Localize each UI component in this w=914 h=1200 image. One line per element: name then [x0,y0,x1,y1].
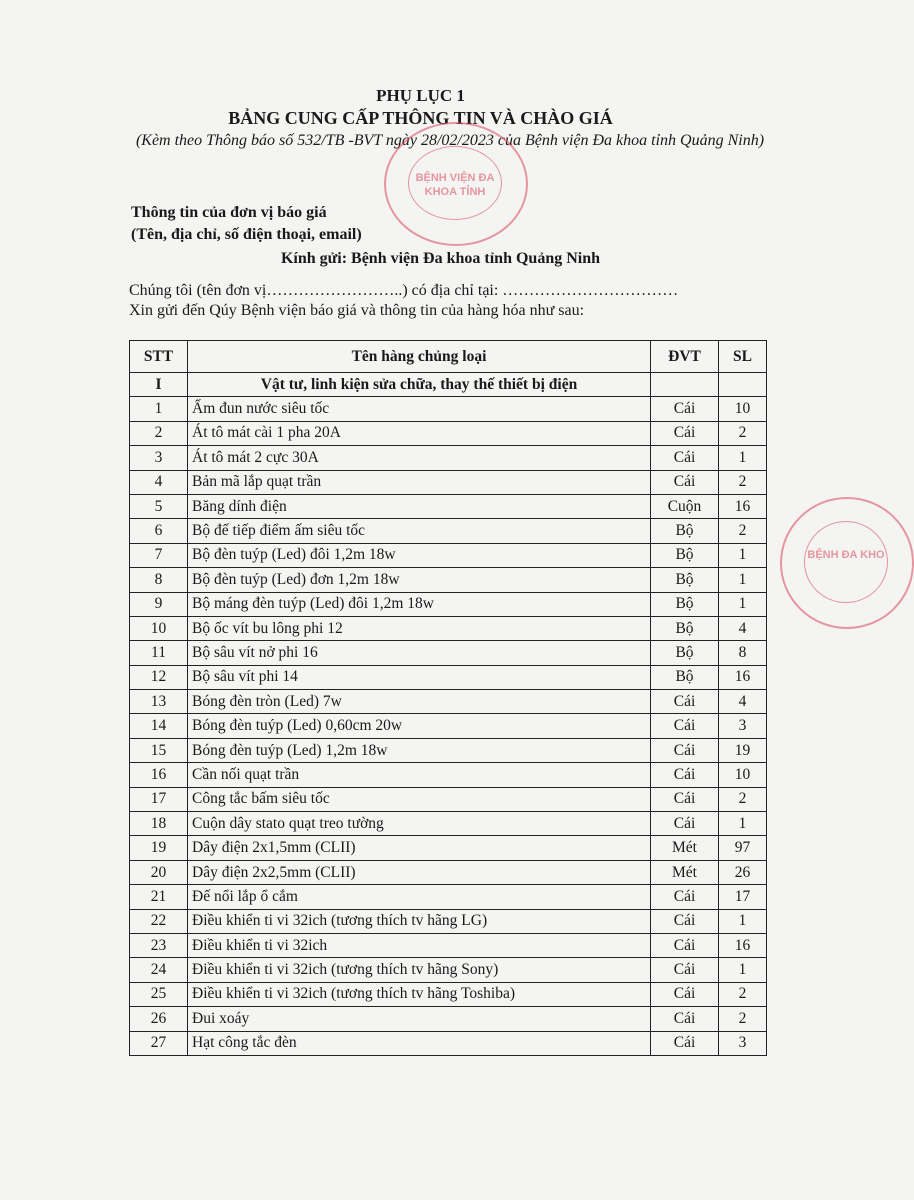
cell-stt: 3 [130,446,188,470]
cell-stt: 9 [130,592,188,616]
cell-sl: 10 [719,763,767,787]
cell-name: Điều khiển ti vi 32ich (tương thích tv hãng LG) [188,909,651,933]
cell-name: Đui xoáy [188,1007,651,1031]
cell-name: Đế nổi lắp ổ cắm [188,885,651,909]
cell-sl: 8 [719,641,767,665]
group-stt: I [130,373,188,397]
cell-stt: 15 [130,738,188,762]
header-sl: SL [719,341,767,373]
cell-name: Bộ đèn tuýp (Led) đôi 1,2m 18w [188,543,651,567]
cell-name: Bộ máng đèn tuýp (Led) đôi 1,2m 18w [188,592,651,616]
cell-dvt: Cái [651,909,719,933]
greeting: Kính gửi: Bệnh viện Đa khoa tỉnh Quảng Ninh [280,250,601,267]
cell-dvt: Cái [651,1007,719,1031]
cell-stt: 26 [130,1007,188,1031]
cell-stt: 11 [130,641,188,665]
header-name: Tên hàng chủng loại [188,341,651,373]
cell-sl: 2 [719,1007,767,1031]
red-seal-stamp-side [780,497,914,629]
cell-dvt: Cái [651,982,719,1006]
cell-stt: 16 [130,763,188,787]
cell-dvt: Cái [651,1031,719,1055]
cell-name: Ấm đun nước siêu tốc [188,397,651,421]
table-row [130,397,767,421]
cell-name: Cần nối quạt trần [188,763,651,787]
table-row [130,665,767,689]
table-row [130,909,767,933]
table-row [130,982,767,1006]
cell-dvt: Cái [651,714,719,738]
cell-sl: 26 [719,860,767,884]
cell-dvt: Cái [651,470,719,494]
cell-stt: 6 [130,519,188,543]
cell-sl: 17 [719,885,767,909]
cell-sl: 2 [719,982,767,1006]
cell-dvt: Cái [651,958,719,982]
cell-sl: 2 [719,470,767,494]
cell-stt: 10 [130,616,188,640]
cell-sl: 16 [719,494,767,518]
cell-stt: 1 [130,397,188,421]
cell-stt: 20 [130,860,188,884]
document-title: BẢNG CUNG CẤP THÔNG TIN VÀ CHÀO GIÁ [228,108,613,128]
cell-dvt: Bộ [651,568,719,592]
table-row [130,641,767,665]
cell-stt: 23 [130,933,188,957]
cell-stt: 25 [130,982,188,1006]
cell-name: Băng dính điện [188,494,651,518]
cell-name: Át tô mát cài 1 pha 20A [188,421,651,445]
table-row [130,592,767,616]
table-row [130,519,767,543]
table-row [130,1007,767,1031]
table-group-row [130,373,767,397]
cell-stt: 2 [130,421,188,445]
cell-dvt: Bộ [651,592,719,616]
cell-sl: 2 [719,787,767,811]
cell-stt: 22 [130,909,188,933]
cell-sl: 4 [719,690,767,714]
table-row [130,933,767,957]
group-name: Vật tư, linh kiện sửa chữa, thay thế thiết bị điện [188,373,651,397]
red-seal-stamp-top [384,122,528,246]
cell-sl: 16 [719,665,767,689]
body-line-1: Chúng tôi (tên đơn vị……………………..) có địa chỉ tại: …………………………… [129,282,679,299]
cell-name: Bóng đèn tuýp (Led) 0,60cm 20w [188,714,651,738]
table-row [130,812,767,836]
cell-sl: 3 [719,714,767,738]
cell-dvt: Mét [651,836,719,860]
cell-dvt: Cái [651,885,719,909]
cell-name: Công tắc bấm siêu tốc [188,787,651,811]
table-header-row [130,341,767,373]
table-row [130,885,767,909]
cell-sl: 1 [719,568,767,592]
table-row [130,763,767,787]
table-row [130,860,767,884]
cell-stt: 12 [130,665,188,689]
table-row [130,836,767,860]
header-stt: STT [130,341,188,373]
supplier-info-line2: (Tên, địa chỉ, số điện thoại, email) [131,226,362,243]
cell-name: Điều khiển ti vi 32ich (tương thích tv hãng Toshiba) [188,982,651,1006]
table-row [130,543,767,567]
cell-sl: 2 [719,421,767,445]
cell-sl: 1 [719,812,767,836]
cell-sl: 10 [719,397,767,421]
cell-name: Điều khiển ti vi 32ich (tương thích tv hãng Sony) [188,958,651,982]
cell-stt: 27 [130,1031,188,1055]
cell-sl: 4 [719,616,767,640]
appendix-label: PHỤ LỤC 1 [376,86,465,105]
cell-stt: 14 [130,714,188,738]
cell-dvt: Cái [651,933,719,957]
group-sl [719,373,767,397]
document-subtitle: (Kèm theo Thông báo số 532/TB -BVT ngày 28/02/2023 của Bệnh viện Đa khoa tỉnh Quảng Ninh) [135,132,765,149]
cell-stt: 5 [130,494,188,518]
cell-sl: 2 [719,519,767,543]
cell-name: Bộ sâu vít phi 14 [188,665,651,689]
cell-sl: 19 [719,738,767,762]
cell-stt: 21 [130,885,188,909]
cell-sl: 1 [719,543,767,567]
header-dvt: ĐVT [651,341,719,373]
cell-dvt: Bộ [651,641,719,665]
table-row [130,470,767,494]
body-line-2: Xin gửi đến Qúy Bệnh viện báo giá và thông tin của hàng hóa như sau: [129,302,585,319]
seal-inner-ring: BỆNH ĐA KHO [804,521,888,603]
cell-stt: 8 [130,568,188,592]
cell-sl: 1 [719,446,767,470]
cell-dvt: Bộ [651,519,719,543]
cell-sl: 1 [719,909,767,933]
table-row [130,494,767,518]
table-row [130,714,767,738]
cell-dvt: Cái [651,763,719,787]
cell-dvt: Cái [651,738,719,762]
cell-dvt: Cái [651,446,719,470]
cell-name: Dây điện 2x1,5mm (CLII) [188,836,651,860]
supplier-info [131,202,362,246]
seal-inner-ring: BỆNH VIỆN ĐA KHOA TỈNH [408,146,502,220]
cell-sl: 1 [719,592,767,616]
cell-dvt: Bộ [651,616,719,640]
cell-name: Bộ đế tiếp điểm ấm siêu tốc [188,519,651,543]
group-dvt [651,373,719,397]
table-row [130,616,767,640]
cell-sl: 3 [719,1031,767,1055]
cell-stt: 24 [130,958,188,982]
table-row [130,446,767,470]
cell-name: Bóng đèn tuýp (Led) 1,2m 18w [188,738,651,762]
quotation-table [129,340,767,1056]
table-row [130,1031,767,1055]
cell-dvt: Bộ [651,665,719,689]
cell-name: Cuộn dây stato quạt treo tường [188,812,651,836]
cell-sl: 1 [719,958,767,982]
supplier-info-line1: Thông tin của đơn vị báo giá [131,204,327,221]
cell-name: Át tô mát 2 cực 30A [188,446,651,470]
cell-name: Bản mã lắp quạt trần [188,470,651,494]
cell-name: Dây điện 2x2,5mm (CLII) [188,860,651,884]
cell-stt: 19 [130,836,188,860]
cell-name: Bộ đèn tuýp (Led) đơn 1,2m 18w [188,568,651,592]
cell-name: Bóng đèn tròn (Led) 7w [188,690,651,714]
cell-stt: 17 [130,787,188,811]
cell-dvt: Cuộn [651,494,719,518]
cell-stt: 18 [130,812,188,836]
cell-dvt: Cái [651,421,719,445]
cell-name: Bộ ốc vít bu lông phi 12 [188,616,651,640]
cell-stt: 13 [130,690,188,714]
table-row [130,958,767,982]
cell-dvt: Cái [651,812,719,836]
cell-sl: 97 [719,836,767,860]
cell-name: Hạt công tắc đèn [188,1031,651,1055]
table-row [130,738,767,762]
table-row [130,568,767,592]
cell-dvt: Cái [651,787,719,811]
table-row [130,421,767,445]
cell-name: Điều khiển ti vi 32ich [188,933,651,957]
table-row [130,787,767,811]
cell-name: Bộ sâu vít nở phi 16 [188,641,651,665]
cell-stt: 4 [130,470,188,494]
cell-dvt: Cái [651,397,719,421]
cell-dvt: Bộ [651,543,719,567]
cell-dvt: Cái [651,690,719,714]
cell-sl: 16 [719,933,767,957]
table-row [130,690,767,714]
cell-stt: 7 [130,543,188,567]
cell-dvt: Mét [651,860,719,884]
